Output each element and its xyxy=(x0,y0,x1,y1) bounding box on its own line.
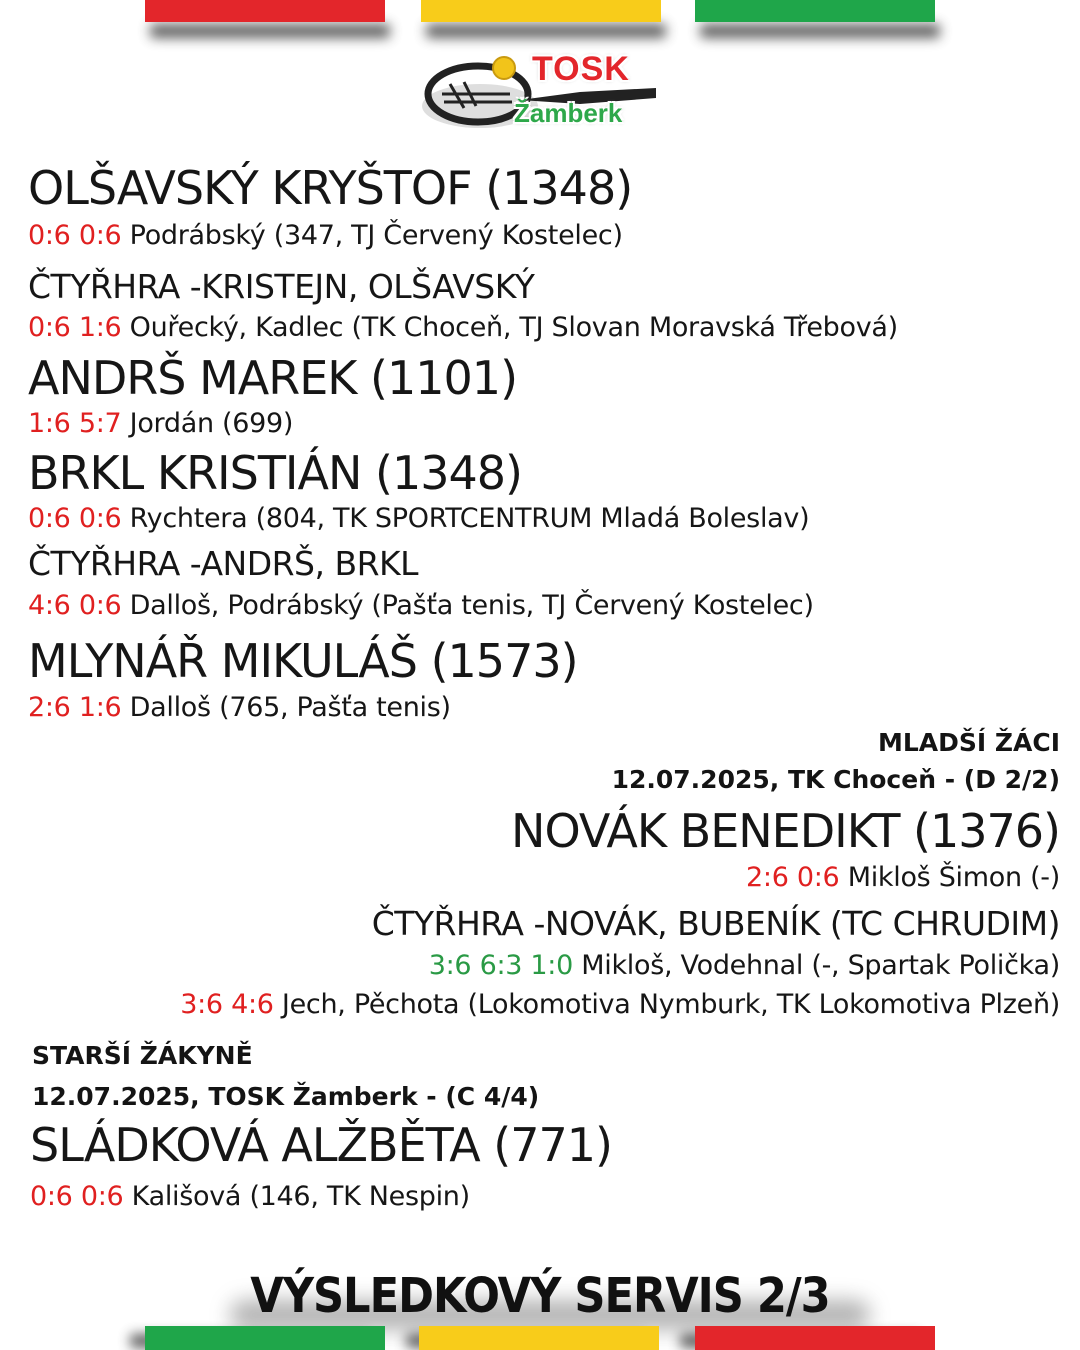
score: 2:6 1:6 xyxy=(28,692,122,723)
event-heading: 12.07.2025, TOSK Žamberk - (C 4/4) xyxy=(32,1082,540,1111)
player-name-brkl: BRKL KRISTIÁN (1348) xyxy=(28,446,522,500)
result-line xyxy=(30,1183,470,1210)
top-bar-yellow xyxy=(421,0,661,22)
logo-text-zamberk: Žamberk xyxy=(514,98,623,128)
score: 2:6 0:6 xyxy=(746,862,840,893)
top-bar-shadow-yellow xyxy=(426,24,666,38)
result-line xyxy=(28,694,451,721)
event-heading: 12.07.2025, TK Choceň - (D 2/2) xyxy=(611,765,1060,794)
result-line xyxy=(28,410,293,437)
score: 0:6 0:6 xyxy=(30,1181,124,1212)
player-name-mlynar: MLYNÁŘ MIKULÁŠ (1573) xyxy=(28,634,578,688)
result-line xyxy=(746,864,1060,891)
opponent: Podrábský (347, TJ Červený Kostelec) xyxy=(121,220,623,251)
opponent: Dalloš, Podrábský (Pašťa tenis, TJ Červený Kostelec) xyxy=(121,590,814,621)
logo-text-tosk: TOSK xyxy=(532,50,630,88)
player-name-olsavsky: OLŠAVSKÝ KRYŠTOF (1348) xyxy=(28,161,633,215)
opponent: Kališová (146, TK Nespin) xyxy=(123,1181,470,1212)
top-bar-green xyxy=(695,0,935,22)
opponent: Mikloš, Vodehnal (-, Spartak Polička) xyxy=(572,950,1060,981)
score: 3:6 6:3 1:0 xyxy=(428,950,573,981)
result-line xyxy=(28,592,814,619)
top-bar-shadow-red xyxy=(150,24,390,38)
score: 1:6 5:7 xyxy=(28,408,122,439)
player-name-andrs: ANDRŠ MAREK (1101) xyxy=(28,351,518,405)
opponent: Jordán (699) xyxy=(121,408,294,439)
doubles-title: ČTYŘHRA -KRISTEJN, OLŠAVSKÝ xyxy=(28,267,535,306)
bottom-bar-red xyxy=(695,1326,935,1350)
doubles-title: ČTYŘHRA -NOVÁK, BUBENÍK (TC CHRUDIM) xyxy=(371,904,1060,943)
result-line xyxy=(28,505,809,532)
category-heading: STARŠÍ ŽÁKYNĚ xyxy=(32,1041,253,1070)
opponent: Dalloš (765, Pašťa tenis) xyxy=(121,692,451,723)
top-bar-red xyxy=(145,0,385,22)
score: 3:6 4:6 xyxy=(180,989,274,1020)
opponent: Mikloš Šimon (-) xyxy=(839,862,1060,893)
result-line xyxy=(28,222,623,249)
player-name-novak: NOVÁK BENEDIKT (1376) xyxy=(511,804,1060,858)
score: 0:6 0:6 xyxy=(28,220,122,251)
result-line xyxy=(429,952,1060,979)
footer-title: VÝSLEDKOVÝ SERVIS 2/3 xyxy=(250,1268,830,1324)
score: 0:6 0:6 xyxy=(28,503,122,534)
bottom-bar-green xyxy=(145,1326,385,1350)
opponent: Jech, Pěchota (Lokomotiva Nymburk, TK Lokomotiva Plzeň) xyxy=(273,989,1060,1020)
top-bar-shadow-green xyxy=(700,24,940,38)
opponent: Ouřecký, Kadlec (TK Choceň, TJ Slovan Moravská Třebová) xyxy=(121,312,898,343)
bottom-bar-yellow xyxy=(419,1326,659,1350)
result-line xyxy=(180,991,1060,1018)
score: 0:6 1:6 xyxy=(28,312,122,343)
category-heading: MLADŠÍ ŽÁCI xyxy=(877,728,1060,757)
result-line xyxy=(28,314,898,341)
club-logo xyxy=(420,48,670,140)
score: 4:6 0:6 xyxy=(28,590,122,621)
doubles-title: ČTYŘHRA -ANDRŠ, BRKL xyxy=(28,544,419,583)
player-name-sladkova: SLÁDKOVÁ ALŽBĚTA (771) xyxy=(30,1118,612,1172)
opponent: Rychtera (804, TK SPORTCENTRUM Mladá Boleslav) xyxy=(121,503,810,534)
